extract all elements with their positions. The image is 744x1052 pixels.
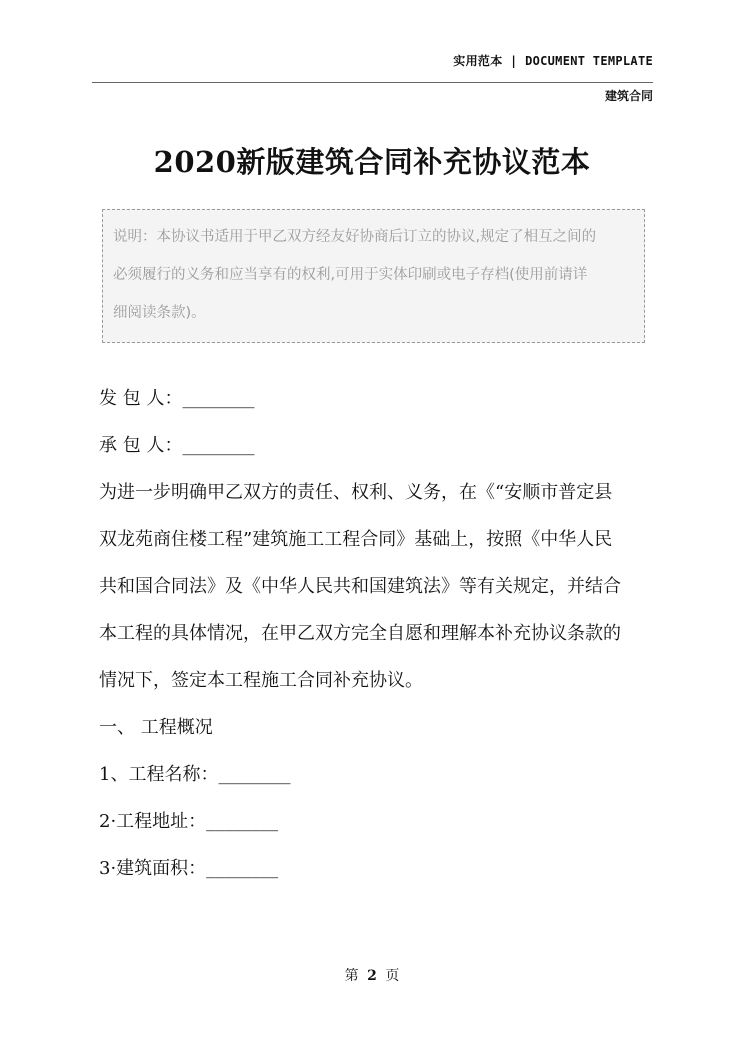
paragraph-line: 为进一步明确甲乙双方的责任、权利、义务，在《“安顺市普定县 (99, 482, 613, 503)
section-heading: 一、 工程概况 (99, 717, 213, 738)
paragraph-line: 情况下，签定本工程施工合同补充协议。 (99, 670, 423, 691)
notice-line: 说明：本协议书适用于甲乙双方经友好协商后订立的协议,规定了相互之间的 (113, 229, 597, 245)
notice-box (102, 209, 645, 343)
notice-line: 细阅读条款)。 (113, 305, 206, 321)
header-category-label: 建筑合同 (604, 89, 653, 103)
party-a-line: 发 包 人：________ (99, 388, 255, 409)
notice-line: 必须履行的义务和应当享有的权利,可用于实体印刷或电子存档(使用前请详 (113, 267, 588, 283)
paragraph-line: 双龙苑商住楼工程”建筑施工工程合同》基础上，按照《中华人民 (99, 529, 613, 550)
page-number-value: 2 (367, 968, 377, 984)
page-prefix: 第 (344, 968, 359, 984)
document-title: 2020新版建筑合同补充协议范本 (153, 145, 591, 179)
header-divider (92, 82, 653, 83)
paragraph-line: 共和国合同法》及《中华人民共和国建筑法》等有关规定，并结合 (99, 576, 621, 597)
project-name-line: 1、工程名称：________ (99, 764, 291, 785)
paragraph-line: 本工程的具体情况，在甲乙双方完全自愿和理解本补充协议条款的 (99, 623, 621, 644)
project-address-line: 2·工程地址：________ (99, 811, 279, 832)
party-b-line: 承 包 人：________ (99, 435, 255, 456)
building-area-line: 3·建筑面积：________ (99, 858, 279, 879)
page-suffix: 页 (385, 968, 400, 984)
document-body (99, 375, 659, 892)
header-template-label: 实用范本 | DOCUMENT TEMPLATE (453, 54, 653, 68)
page-number (0, 965, 744, 985)
